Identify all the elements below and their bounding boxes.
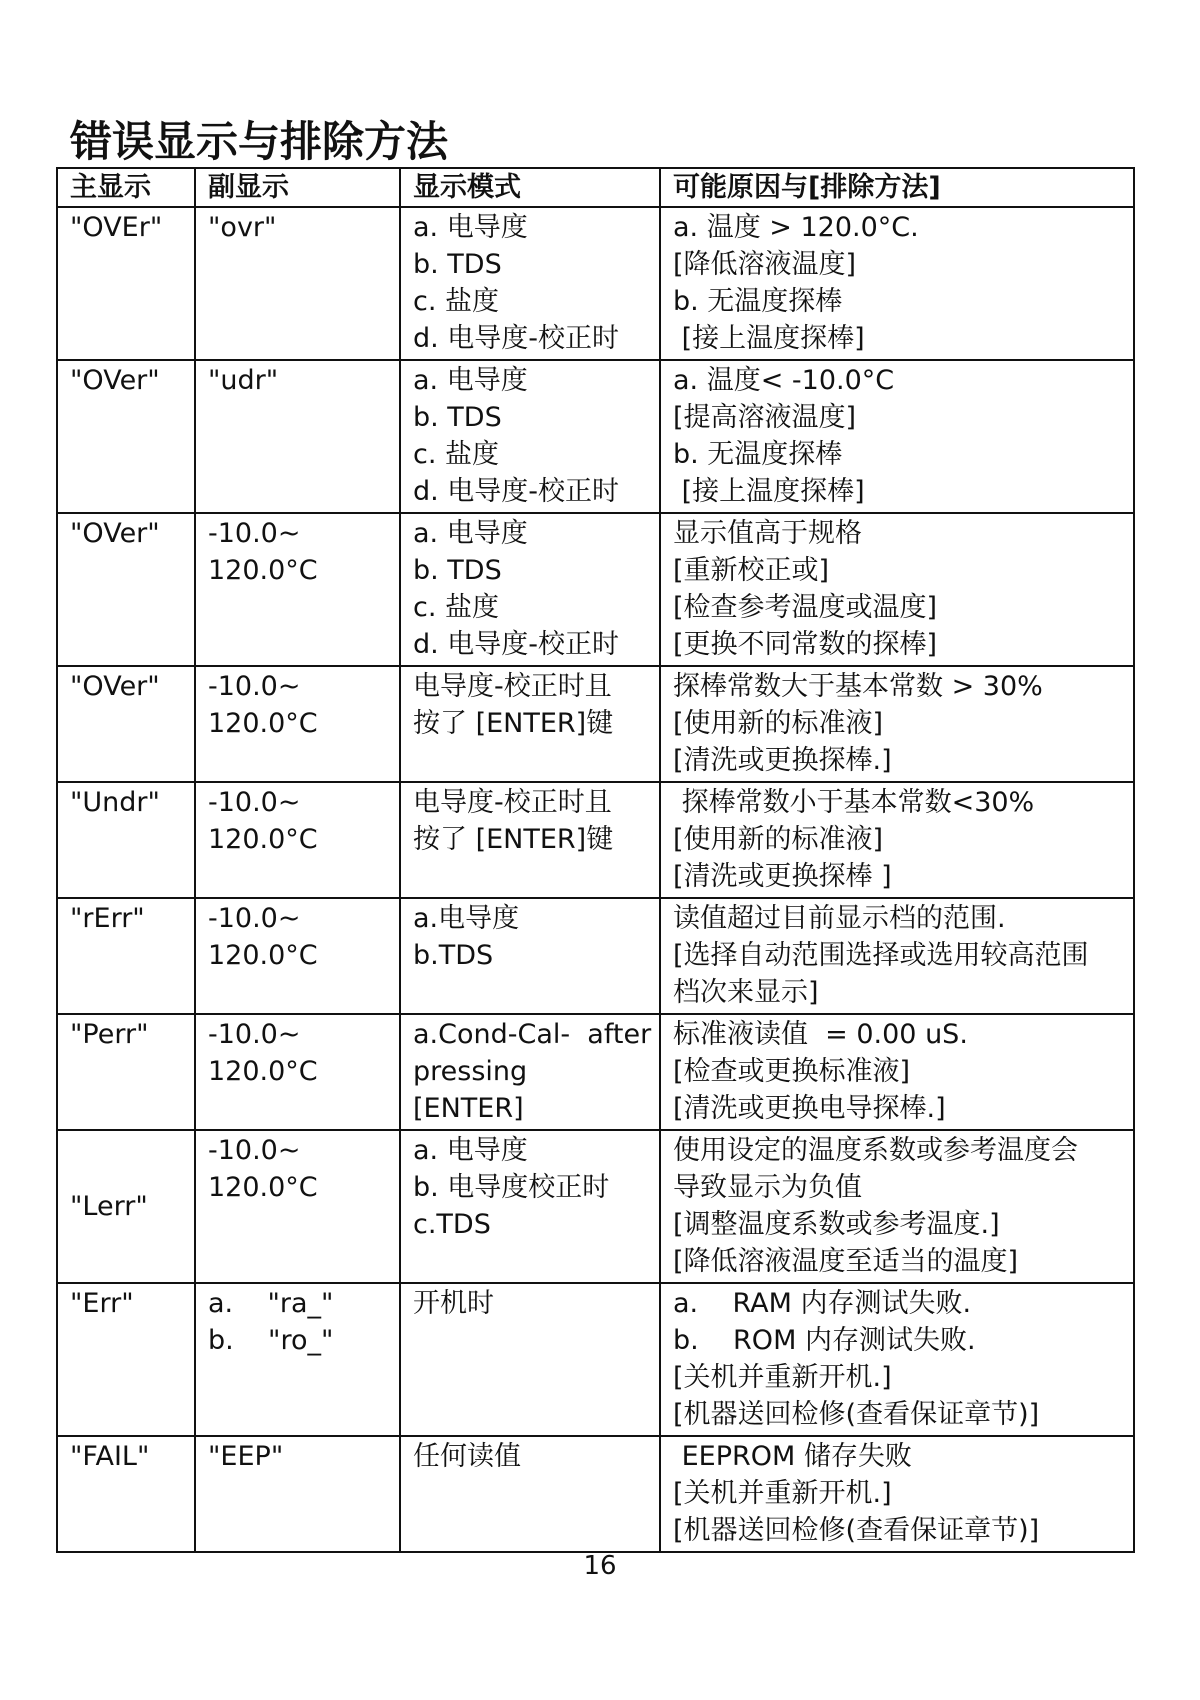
cause-line: [关机并重新开机.]: [673, 1478, 892, 1509]
cell-sub: [195, 1283, 400, 1436]
mode-line: c. 盐度: [413, 592, 500, 623]
sub-range-line: -10.0~: [208, 518, 301, 549]
sub-range-line: -10.0~: [208, 671, 301, 702]
main-code: "OVer": [70, 518, 160, 549]
table-row: [57, 1130, 1134, 1283]
cell-sub: [195, 666, 400, 782]
mode-line: d. 电导度-校正时: [413, 476, 620, 507]
cause-line: [检查参考温度或温度]: [673, 592, 938, 623]
cause-line: [接上温度探棒]: [673, 476, 865, 507]
cause-line: [检查或更换标准液]: [673, 1056, 911, 1087]
cell-main: [57, 207, 195, 360]
sub-range-line: 120.0°C: [208, 824, 318, 855]
mode-line: [ENTER]: [413, 1093, 524, 1124]
cell-sub: [195, 360, 400, 513]
cause-line: 档次来显示]: [673, 977, 819, 1008]
sub-range-line: -10.0~: [208, 1019, 301, 1050]
cell-sub: [195, 1436, 400, 1552]
header-display-mode: 显示模式: [400, 168, 660, 207]
page-title: 错误显示与排除方法: [70, 117, 449, 166]
cell-mode: [400, 207, 660, 360]
page-number: 16: [583, 1551, 617, 1581]
cause-line: 显示值高于规格: [673, 518, 862, 549]
cause-line: [机器送回检修(查看保证章节)]: [673, 1515, 1040, 1546]
cell-cause: [660, 1436, 1134, 1552]
sub-code: "udr": [208, 365, 279, 396]
mode-line: pressing: [413, 1056, 528, 1087]
cell-mode: [400, 1014, 660, 1130]
table-row: [57, 1014, 1134, 1130]
cell-sub: [195, 782, 400, 898]
cause-line: [机器送回检修(查看保证章节)]: [673, 1399, 1040, 1430]
mode-line: c.TDS: [413, 1209, 491, 1240]
cell-sub: [195, 1014, 400, 1130]
cause-line: [清洗或更换探棒 ]: [673, 861, 892, 892]
mode-line: 按了 [ENTER]键: [413, 708, 614, 739]
cause-line: 探棒常数大于基本常数 > 30%: [673, 671, 1043, 702]
cell-mode: [400, 898, 660, 1014]
sub-range-line: -10.0~: [208, 787, 301, 818]
mode-line: a. 电导度: [413, 212, 528, 243]
cell-mode: [400, 360, 660, 513]
cause-line: [清洗或更换探棒.]: [673, 745, 892, 776]
mode-line: b. TDS: [413, 402, 502, 433]
cause-line: [提高溶液温度]: [673, 402, 857, 433]
cell-main: [57, 1014, 195, 1130]
cause-line: 导致显示为负值: [673, 1172, 862, 1203]
sub-range-line: 120.0°C: [208, 1172, 318, 1203]
mode-line: b. 电导度校正时: [413, 1172, 610, 1203]
cause-line: EEPROM 储存失败: [673, 1441, 912, 1472]
cell-cause: [660, 513, 1134, 666]
sub-range-line: 120.0°C: [208, 555, 318, 586]
cause-line: [降低溶液温度]: [673, 249, 857, 280]
sub-code-line: a. "ra_": [208, 1288, 334, 1319]
cell-main: [57, 513, 195, 666]
mode-line: 电导度-校正时且: [413, 787, 612, 818]
cause-line: [降低溶液温度至适当的温度]: [673, 1246, 1019, 1277]
table-row: [57, 360, 1134, 513]
sub-range-line: 120.0°C: [208, 708, 318, 739]
cell-main: [57, 1130, 195, 1283]
table-row: [57, 782, 1134, 898]
cause-line: a. RAM 内存测试失败.: [673, 1288, 972, 1319]
mode-line: c. 盐度: [413, 286, 500, 317]
cell-main: [57, 1283, 195, 1436]
main-code: "FAIL": [70, 1441, 150, 1472]
mode-line: a.Cond-Cal- after: [413, 1019, 652, 1050]
cause-line: b. ROM 内存测试失败.: [673, 1325, 976, 1356]
cell-cause: [660, 1283, 1134, 1436]
mode-line: a. 电导度: [413, 518, 528, 549]
cause-line: b. 无温度探棒: [673, 439, 843, 470]
sub-code: "ovr": [208, 212, 277, 243]
header-main-display: 主显示: [57, 168, 195, 207]
main-code: "OVEr": [70, 212, 163, 243]
header-cause-remedy: 可能原因与[排除方法]: [660, 168, 1134, 207]
sub-code: "EEP": [208, 1441, 284, 1472]
cell-sub: [195, 898, 400, 1014]
cell-mode: [400, 1283, 660, 1436]
cause-line: [选择自动范围选择或选用较高范围: [673, 940, 1089, 971]
mode-line: b.TDS: [413, 940, 494, 971]
table-row: [57, 1283, 1134, 1436]
cause-line: b. 无温度探棒: [673, 286, 843, 317]
cell-cause: [660, 666, 1134, 782]
cell-main: [57, 898, 195, 1014]
mode-line: d. 电导度-校正时: [413, 323, 620, 354]
cell-mode: [400, 666, 660, 782]
mode-line: a. 电导度: [413, 1135, 528, 1166]
cell-cause: [660, 782, 1134, 898]
cause-line: 探棒常数小于基本常数<30%: [673, 787, 1035, 818]
sub-range-line: -10.0~: [208, 1135, 301, 1166]
cell-sub: [195, 207, 400, 360]
table-row: [57, 1436, 1134, 1552]
sub-range-line: 120.0°C: [208, 1056, 318, 1087]
cell-cause: [660, 898, 1134, 1014]
main-code: "Err": [70, 1288, 134, 1319]
cell-mode: [400, 513, 660, 666]
cell-main: [57, 1436, 195, 1552]
cause-line: 读值超过目前显示档的范围.: [673, 903, 1006, 934]
mode-line: b. TDS: [413, 555, 502, 586]
cell-cause: [660, 1014, 1134, 1130]
cell-cause: [660, 360, 1134, 513]
cause-line: [重新校正或]: [673, 555, 830, 586]
main-code: "Lerr": [70, 1190, 148, 1222]
cell-main: [57, 666, 195, 782]
mode-line: 任何读值: [413, 1441, 521, 1472]
cell-cause: [660, 1130, 1134, 1283]
table-row: [57, 898, 1134, 1014]
mode-line: 电导度-校正时且: [413, 671, 612, 702]
cause-line: [更换不同常数的探棒]: [673, 629, 938, 660]
cause-line: 标准液读值 = 0.00 uS.: [673, 1019, 968, 1050]
main-code: "Undr": [70, 787, 160, 818]
table-header-row: [57, 168, 1134, 207]
sub-code-line: b. "ro_": [208, 1325, 334, 1356]
error-table: [56, 167, 1135, 1553]
header-sub-display: 副显示: [195, 168, 400, 207]
cell-sub: [195, 513, 400, 666]
cause-line: [关机并重新开机.]: [673, 1362, 892, 1393]
sub-range-line: 120.0°C: [208, 940, 318, 971]
cell-cause: [660, 207, 1134, 360]
cell-mode: [400, 782, 660, 898]
table-row: [57, 513, 1134, 666]
cause-line: [使用新的标准液]: [673, 824, 884, 855]
cell-main: [57, 782, 195, 898]
cause-line: [清洗或更换电导探棒.]: [673, 1093, 946, 1124]
cell-main: [57, 360, 195, 513]
mode-line: d. 电导度-校正时: [413, 629, 620, 660]
cause-line: 使用设定的温度系数或参考温度会: [673, 1135, 1078, 1166]
cause-line: [接上温度探棒]: [673, 323, 865, 354]
cause-line: [调整温度系数或参考温度.]: [673, 1209, 1000, 1240]
cell-mode: [400, 1130, 660, 1283]
cause-line: a. 温度< -10.0°C: [673, 365, 895, 396]
mode-line: a.电导度: [413, 903, 520, 934]
cause-line: a. 温度 > 120.0°C.: [673, 212, 919, 243]
main-code: "OVer": [70, 671, 160, 702]
mode-line: 开机时: [413, 1288, 494, 1319]
mode-line: b. TDS: [413, 249, 502, 280]
mode-line: a. 电导度: [413, 365, 528, 396]
cell-sub: [195, 1130, 400, 1283]
main-code: "rErr": [70, 903, 145, 934]
main-code: "OVer": [70, 365, 160, 396]
cell-mode: [400, 1436, 660, 1552]
sub-range-line: -10.0~: [208, 903, 301, 934]
table-row: [57, 666, 1134, 782]
mode-line: c. 盐度: [413, 439, 500, 470]
cause-line: [使用新的标准液]: [673, 708, 884, 739]
mode-line: 按了 [ENTER]键: [413, 824, 614, 855]
table-row: [57, 207, 1134, 360]
main-code: "Perr": [70, 1019, 149, 1050]
